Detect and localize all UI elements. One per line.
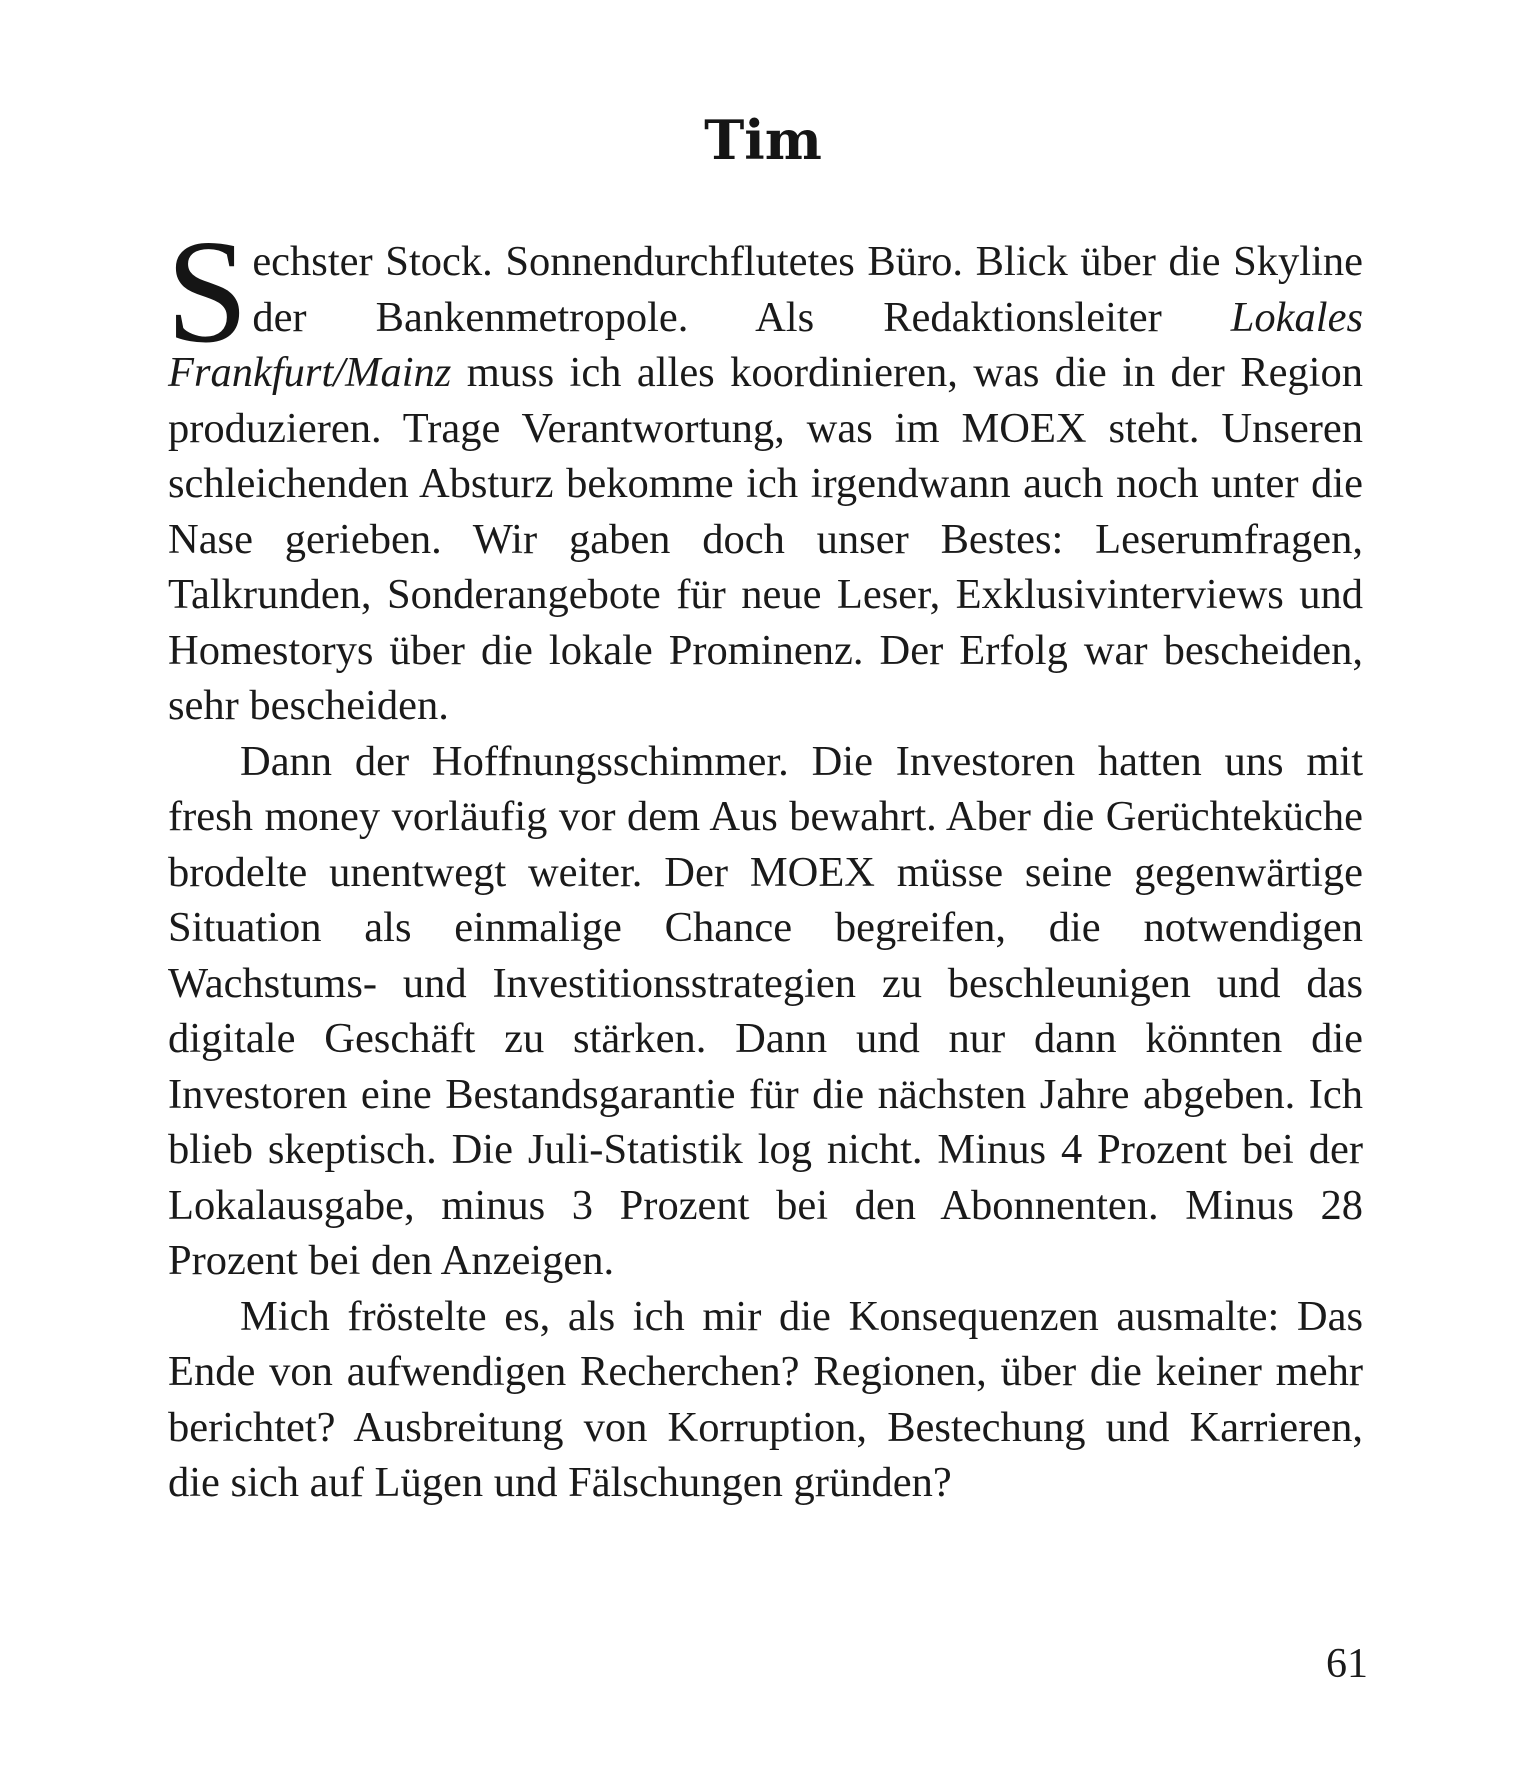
drop-cap: S [166, 210, 249, 374]
section-name-italic: Lokales Frankfurt/Mainz [168, 293, 1363, 396]
paragraph-3: Mich fröstelte es, als ich mir die Konsequenzen ausmalte: Das Ende von aufwendigen Recherchen? Regionen, über die keiner mehr berichtet? Ausbreitung von Korruption, Bestechung und Karrieren, die sich auf Lügen und Fälschungen gründen? [168, 1292, 1363, 1506]
paragraph-2: Dann der Hoffnungsschimmer. Die Investoren hatten uns mit fresh money vorläufig vor dem Aus bewahrt. Aber die Gerüchteküche brodelte unentwegt weiter. Der MOEX müsse seine gegenwärtige Situation als einmalige Chance begreifen, die notwendigen Wachstums- und Investitionsstrategien zu beschleunigen und das digitale Geschäft zu stärken. Dann und nur dann könnten die Investoren eine Bestandsgarantie für die nächsten Jahre abgeben. Ich blieb skeptisch. Die Juli-Statistik log nicht. Minus 4 Prozent bei der Lokalausgabe, minus 3 Prozent bei den Abonnenten. Minus 28 Prozent bei den Anzeigen. [168, 737, 1363, 1284]
paragraph-1-text-b: muss ich alles koordinieren, was die in der Region produzieren. Trage Verantwortung, was im MOEX steht. Unseren schleichenden Absturz bekomme ich irgendwann auch noch unter die Nase gerieben. Wir gaben doch unser Bestes: Leserumfragen, Talkrunden, Sonderangebote für neue Leser, Exklusivinterviews und Homestorys über die lokale Prominenz. Der Erfolg war bescheiden, sehr bescheiden. [168, 349, 1363, 729]
paragraph-1-text-a: echster Stock. Sonnendurchflutetes Büro. Blick über die Skyline der Bankenmetropole. Als Redaktionsleiter [252, 238, 1363, 341]
body-text [166, 210, 1363, 1511]
page-number: 61 [1326, 1641, 1368, 1687]
paragraph-1 [166, 210, 1363, 734]
chapter-title: Tim [704, 108, 822, 172]
